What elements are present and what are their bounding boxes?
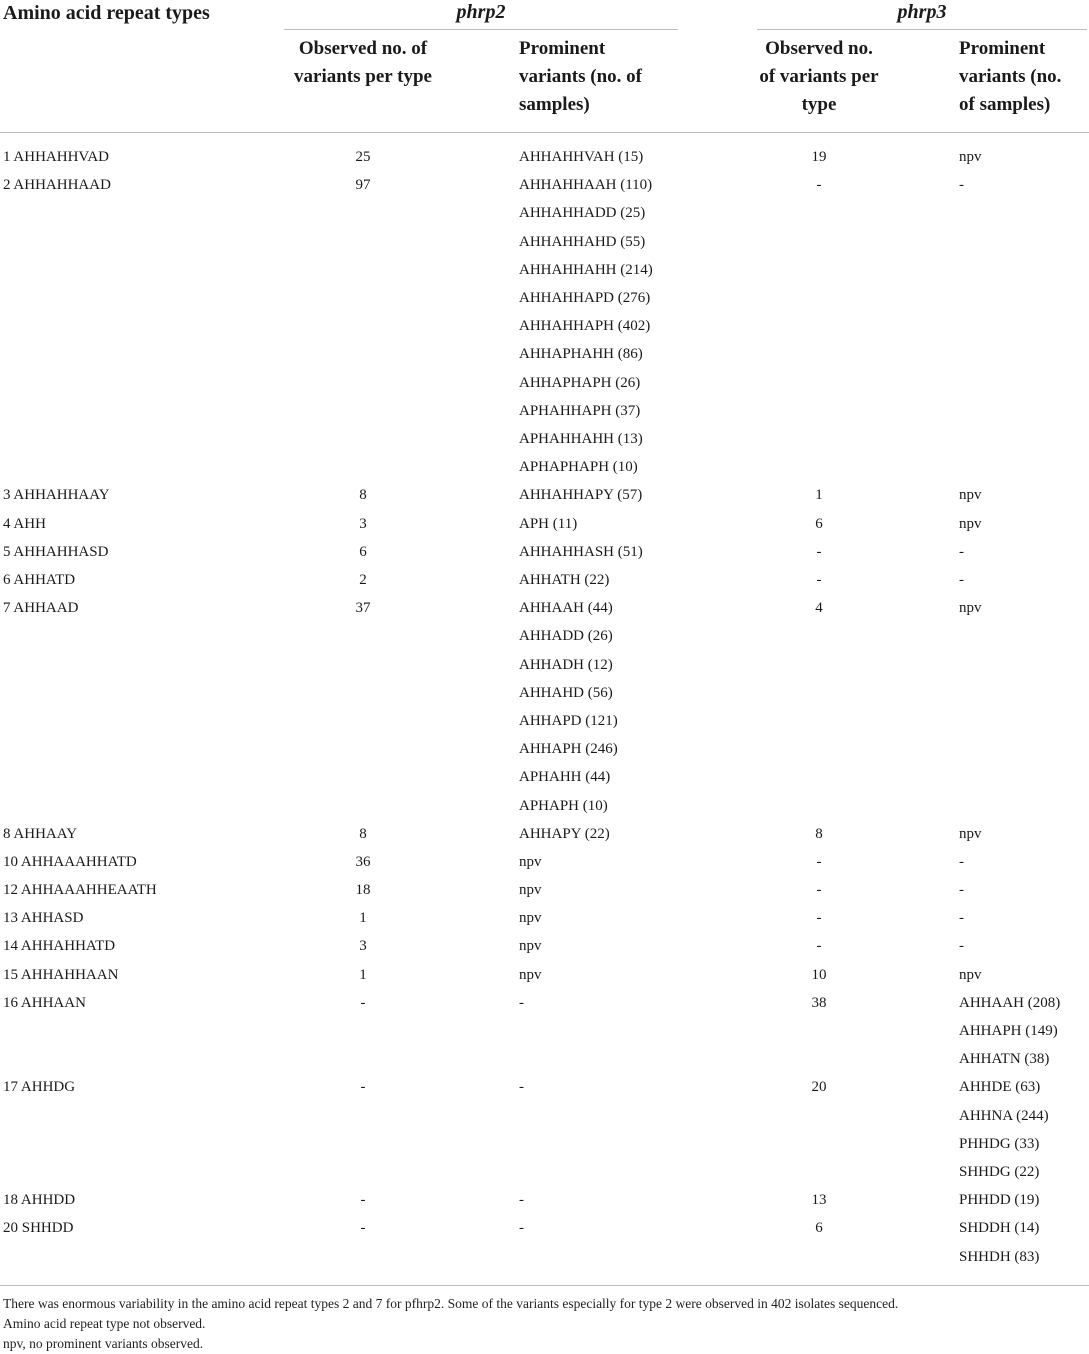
phrp3-count-cell: - [816,177,822,194]
variant-entry: AHHAHHAPD (276) [519,290,651,306]
phrp2-variants-cell [519,481,642,509]
group-underline-phrp2 [284,29,678,30]
phrp3-count-cell: 1 [815,487,823,504]
variant-entry: AHHAHHAHD (55) [519,233,646,250]
repeat-type-cell: 14 AHHAHHATD [3,938,116,955]
variant-entry: AHHAPHAPH (26) [519,374,641,391]
variant-entry: npv [519,938,542,955]
phrp3-variants-cell [959,961,982,989]
footnotes [3,1294,898,1354]
repeat-type-cell: 1 AHHAHHVAD [3,149,109,165]
phrp3-count-cell: 38 [811,994,827,1011]
repeat-type-cell: 6 AHHATD [3,571,76,588]
variant-entry: npv [959,149,982,165]
variant-entry: AHHADH (12) [519,656,613,673]
phrp3-variants-cell [959,510,982,538]
variant-entry: AHHAHHAAH (110) [519,177,653,194]
phrp2-variants-cell [519,538,643,566]
phrp2-count-cell: - [360,1220,366,1237]
table-bottom-rule [0,1285,1089,1286]
phrp2-count-cell: 1 [359,910,367,927]
variant-entry: AHHAHHAHH (214) [519,261,653,278]
table-row [0,820,1089,848]
phrp3-variants-cell [959,143,982,171]
repeat-type-cell: 20 SHHDD [3,1220,74,1237]
variant-entry: npv [959,487,982,504]
variant-entry: AHHAAH (208) [959,994,1061,1011]
phrp3-variants-cell [959,904,964,932]
phrp2-count-cell: - [360,1079,366,1096]
variant-entry: - [519,994,524,1011]
phrp2-variants-cell [519,932,542,960]
variant-entry: APH (11) [519,515,578,532]
repeat-type-cell: 3 AHHAHHAAY [3,487,110,504]
phrp3-variants-cell [959,932,964,960]
variant-entry: APHAHHAPH (37) [519,402,641,419]
repeat-type-cell: 8 AHHAAY [3,825,78,842]
phrp2-variants-cell [519,1073,524,1101]
table-row [0,481,1089,509]
phrp2-variants-cell [519,594,618,820]
phrp3-variants-cell [959,1073,1049,1186]
footnote-variability: There was enormous variability in the amino acid repeat types 2 and 7 for pfhrp2. Some of the variants especially for type 2 were observed in 402 isolates sequenced. [3,1296,899,1311]
phrp2-count-cell: 37 [355,600,371,617]
phrp3-variants-cell [959,989,1060,1074]
footnote-not-observed: Amino acid repeat type not observed. [3,1316,206,1331]
variant-entry: SHHDH (83) [959,1248,1040,1265]
repeat-type-cell: 15 AHHAHHAAN [3,966,119,983]
phrp2-variants-cell [519,1214,524,1242]
variant-entry: AHHAHHVAH (15) [519,149,644,165]
table-row [0,932,1089,960]
phrp2-count-cell: - [360,994,366,1011]
repeat-type-cell: 4 AHH [3,515,46,532]
variant-entry: npv [959,515,982,532]
phrp2-count-cell: 18 [355,882,371,899]
table-row [0,538,1089,566]
variant-entry: APHAHH (44) [519,769,611,786]
column-header-phrp3-prominent: Prominent variants (no. of samples) [959,38,1062,115]
variant-entry: AHHNA (244) [959,1107,1049,1124]
phrp2-variants-cell [519,820,610,848]
variant-entry: - [519,1220,524,1237]
column-header-phrp2-observed: Observed no. of variants per type [294,38,432,87]
variant-entry: npv [959,825,982,842]
phrp3-count-cell: - [816,882,822,899]
variant-entry: - [959,938,964,955]
variant-entry: - [519,1192,524,1209]
phrp2-variants-cell [519,876,542,904]
phrp3-count-cell: 6 [815,515,823,532]
group-header-phrp3: phrp3 [897,1,947,23]
repeat-type-cell: 18 AHHDD [3,1192,76,1209]
table-row [0,1214,1089,1270]
variant-entry: PHHDG (33) [959,1135,1040,1152]
table-row [0,1186,1089,1214]
table-row [0,989,1089,1074]
table-row [0,510,1089,538]
phrp3-count-cell: - [816,910,822,927]
phrp3-count-cell: 6 [815,1220,823,1237]
variant-entry: npv [519,853,542,870]
phrp2-count-cell: 6 [359,543,367,560]
variant-entry: - [959,853,964,870]
header-bottom-rule [0,132,1089,133]
phrp3-count-cell: 10 [811,966,827,983]
phrp3-count-cell: - [816,571,822,588]
table-row [0,1073,1089,1186]
variant-entry: npv [519,910,542,927]
phrp2-variants-cell [519,848,542,876]
phrp2-count-cell: 8 [359,825,367,842]
phrp3-count-cell: - [816,938,822,955]
phrp3-variants-cell [959,848,964,876]
table-row [0,566,1089,594]
repeat-type-cell: 12 AHHAAAHHEAATH [3,882,157,899]
phrp2-count-cell: 3 [359,938,367,955]
phrp3-count-cell: 8 [815,825,823,842]
table-row [0,171,1089,481]
phrp3-count-cell: 4 [815,600,823,617]
table-row [0,143,1089,171]
phrp2-variants-cell [519,961,542,989]
repeat-type-cell: 10 AHHAAAHHATD [3,853,137,870]
repeat-type-cell: 7 AHHAAD [3,600,79,617]
phrp2-variants-cell [519,171,653,481]
repeat-type-cell: 17 AHHDG [3,1079,76,1096]
variant-entry: - [959,177,964,194]
repeat-type-cell: 5 AHHAHHASD [3,543,109,560]
variant-entry: PHHDD (19) [959,1192,1040,1209]
table-row [0,904,1089,932]
variant-entry: AHHAHD (56) [519,684,613,701]
variant-entry: AHHAHHAPY (57) [519,487,643,504]
variant-entry: AHHATN (38) [959,1051,1050,1068]
phrp2-count-cell: 8 [359,487,367,504]
phrp3-count-cell: - [816,543,822,560]
phrp2-variants-cell [519,1186,524,1214]
table-row [0,961,1089,989]
phrp3-variants-cell [959,1186,1039,1214]
footnote-npv: npv, no prominent variants observed. [3,1336,204,1351]
phrp2-count-cell: 2 [359,571,367,588]
table-row [0,876,1089,904]
variant-entry: npv [959,600,982,617]
table-row [0,594,1089,820]
phrp2-count-cell: - [360,1192,366,1209]
column-header-phrp2-prominent: Prominent variants (no. of samples) [519,38,642,115]
variant-entry: AHHAPD (121) [519,712,618,729]
phrp3-variants-cell [959,820,982,848]
variant-entry: - [519,1079,524,1096]
column-header-phrp3-observed: Observed no. of variants per type [759,38,879,115]
variant-entry: npv [959,966,982,983]
variant-entry: AHHAPY (22) [519,825,610,842]
repeat-type-cell: 13 AHHASD [3,910,84,927]
variant-entry: AHHAPH (246) [519,741,618,758]
phrp3-variants-cell [959,876,964,904]
phrp2-count-cell: 36 [355,853,371,870]
phrp3-count-cell: 13 [811,1192,827,1209]
table-body [0,143,1089,1271]
phrp3-variants-cell [959,481,982,509]
phrp3-variants-cell [959,171,964,199]
variant-entry: npv [519,966,542,983]
repeat-type-cell: 2 AHHAHHAAD [3,177,111,194]
variant-entry: AHHAHHASH (51) [519,543,643,560]
phrp3-variants-cell [959,566,964,594]
variant-entry: - [959,543,964,560]
variant-entry: AHHAPHAHH (86) [519,346,643,363]
phrp2-count-cell: 1 [359,966,367,983]
variant-entry: AHHADD (26) [519,628,613,645]
variant-entry: SHHDG (22) [959,1164,1040,1181]
phrp2-variants-cell [519,566,609,594]
phrp3-count-cell: - [816,853,822,870]
variant-entry: AHHAHHAPH (402) [519,318,651,335]
variant-entry: AHHDE (63) [959,1079,1041,1096]
variant-entry: - [959,882,964,899]
phrp3-variants-cell [959,594,982,622]
group-header-phrp2: phrp2 [456,1,506,23]
variant-entry: - [959,910,964,927]
variant-entry: APHAPH (10) [519,797,608,814]
phrp2-count-cell: 3 [359,515,367,532]
variant-entry: APHAHHAHH (13) [519,431,643,448]
variant-entry: AHHAHHADD (25) [519,205,646,222]
table-row [0,848,1089,876]
phrp2-count-cell: 25 [355,149,371,165]
variant-entry: SHDDH (14) [959,1220,1040,1237]
repeat-type-cell: 16 AHHAAN [3,994,86,1011]
phrp2-variants-cell [519,143,643,171]
phrp2-count-cell: 97 [355,177,371,194]
phrp3-variants-cell [959,1214,1039,1270]
phrp2-variants-cell [519,904,542,932]
group-underline-phrp3 [757,29,1087,30]
column-header-repeat-types: Amino acid repeat types [3,2,210,24]
phrp3-count-cell: 19 [811,149,827,165]
phrp2-variants-cell [519,989,524,1017]
phrp3-variants-cell [959,538,964,566]
variant-entry: AHHATH (22) [519,571,610,588]
variant-entry: npv [519,882,542,899]
variant-entry: AHHAAH (44) [519,600,613,617]
variant-entry: APHAPHAPH (10) [519,459,638,476]
variant-entry: AHHAPH (149) [959,1023,1058,1040]
phrp3-count-cell: 20 [811,1079,827,1096]
phrp2-variants-cell [519,510,577,538]
variant-entry: - [959,571,964,588]
